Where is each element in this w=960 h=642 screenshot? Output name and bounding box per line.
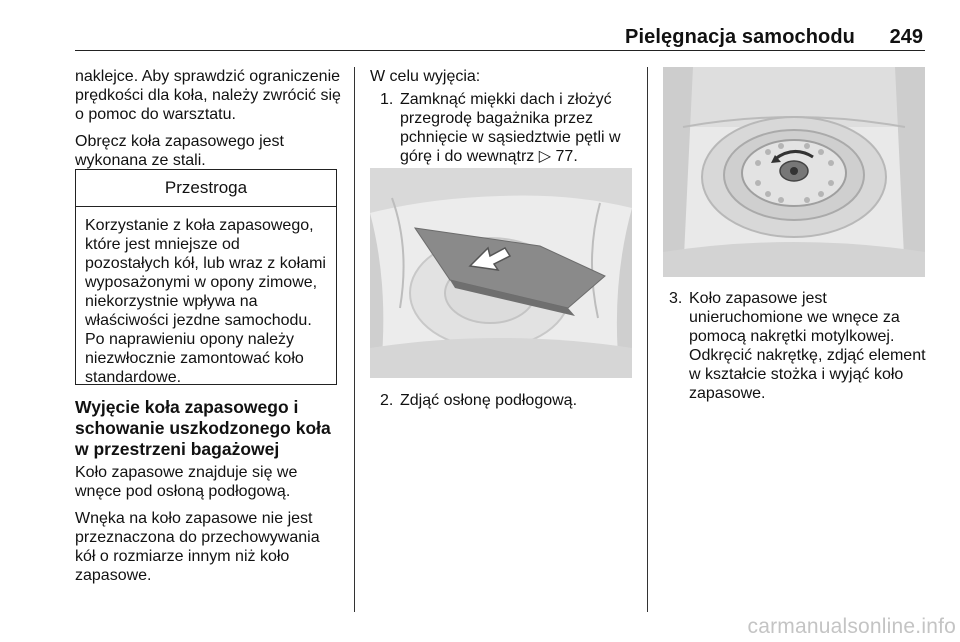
- left-column-lower: [75, 463, 343, 593]
- page-ref-icon: ▷: [538, 148, 552, 165]
- step-2: [380, 391, 638, 410]
- watermark: carmanualsonline.info: [747, 615, 956, 638]
- page-header: [75, 0, 925, 51]
- step-2-number: 2.: [380, 392, 394, 409]
- page-number: 249: [889, 26, 923, 48]
- paragraph-spare-location: Koło zapasowe znajduje się we wnęce pod osłoną podłogową.: [75, 464, 298, 500]
- step-2-text: Zdjąć osłonę podłogową.: [400, 392, 578, 409]
- spare-wheel-photo: [663, 67, 925, 277]
- step-3-text: Koło zapasowe jest unieruchomione we wnęce za pomocą nakrętki motylkowej. Odkręcić nakrętkę, zdjąć element w kształcie stożka i wyjąć koło zapasowe.: [689, 290, 926, 402]
- step-1-number: 1.: [380, 91, 394, 108]
- middle-column: [370, 67, 638, 166]
- left-column: [75, 67, 343, 178]
- spare-wheel-illustration: [663, 67, 925, 277]
- step-3: [669, 289, 931, 403]
- paragraph-spare-well-note: Wnęka na koło zapasowe nie jest przeznaczona do przechowywania kół o rozmiarze innym niż koło zapasowe.: [75, 510, 320, 584]
- trunk-cover-photo: [370, 168, 632, 378]
- warning-box: [75, 169, 337, 385]
- warning-text: Korzystanie z koła zapasowego, które jest mniejsze od pozostałych kół, lub wraz z kołami wyposażonymi w opony zimowe, niekorzystnie wpływa na właściwości jezdne samochodu. Po naprawieniu opony należy niezwłocznie zamontować koło standardowe.: [85, 217, 326, 386]
- section-heading: Wyjęcie koła zapasowego i schowanie uszkodzonego koła w przestrzeni bagażowej: [75, 397, 331, 459]
- paragraph-speed-limit: naklejce. Aby sprawdzić ograniczenie prędkości dla koła, należy zwrócić się o pomoc do warsztatu.: [75, 68, 341, 123]
- page-title: Pielęgnacja samochodu: [625, 26, 855, 48]
- step-1-text: Zamknąć miękki dach i złożyć przegrodę bagażnika przez pchnięcie w sąsiedztwie pętli w górę i do wewnątrz: [400, 91, 621, 165]
- middle-column-lower: [380, 391, 638, 410]
- warning-title: Przestroga: [76, 170, 336, 207]
- column-divider-right: [647, 67, 648, 612]
- intro-text: W celu wyjęcia:: [370, 68, 481, 85]
- step-1: [380, 90, 638, 166]
- column-divider-left: [354, 67, 355, 612]
- right-column: [669, 289, 931, 403]
- trunk-cover-illustration: [370, 168, 632, 378]
- step-1-page-ref: 77.: [555, 148, 578, 165]
- step-3-number: 3.: [669, 290, 683, 307]
- paragraph-steel-rim: Obręcz koła zapasowego jest wykonana ze stali.: [75, 133, 284, 169]
